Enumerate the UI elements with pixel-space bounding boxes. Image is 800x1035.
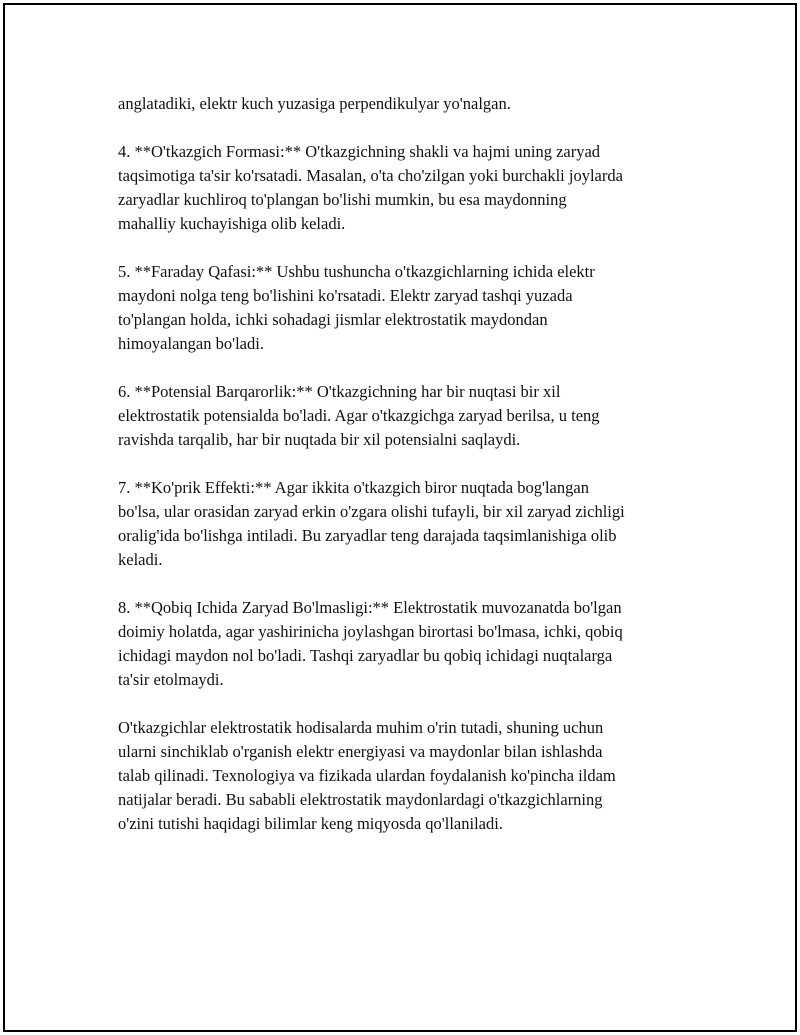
paragraph-conclusion: O'tkazgichlar elektrostatik hodisalarda muhim o'rin tutadi, shuning uchun ularni sinchiklab o'rganish elektr energiyasi va maydonlar bilan ishlashda talab qilinadi. Texnologiya va fizikada ulardan foydalanish ko'pincha ildam natijalar beradi. Bu sababli elektrostatik maydonlardagi o'tkazgichlarning o'zini tutishi haqidagi bilimlar keng miqyosda qo'llaniladi. <box>118 718 616 833</box>
paragraph-item-5: 5. **Faraday Qafasi:** Ushbu tushuncha o'tkazgichlarning ichida elektr maydoni nolga teng bo'lishini ko'rsatadi. Elektr zaryad tashqi yuzada to'plangan holda, ichki sohadagi jismlar elektrostatik maydondan himoyalangan bo'ladi. <box>118 262 595 353</box>
paragraph-item-7: 7. **Ko'prik Effekti:** Agar ikkita o'tkazgich biror nuqtada bog'langan bo'lsa, ular orasidan zaryad erkin o'zgara olishi tufayli, bir xil zaryad zichligi oralig'ida bo'lishga intiladi. Bu zaryadlar teng darajada taqsimlanishiga olib keladi. <box>118 478 625 569</box>
paragraph-item-8: 8. **Qobiq Ichida Zaryad Bo'lmasligi:** Elektrostatik muvozanatda bo'lgan doimiy holatda, agar yashirinicha joylashgan birortasi bo'lmasa, ichki, qobiq ichidagi maydon nol bo'ladi. Tashqi zaryadlar bu qobiq ichidagi nuqtalarga ta'sir etolmaydi. <box>118 598 623 689</box>
paragraph-item-6: 6. **Potensial Barqarorlik:** O'tkazgichning har bir nuqtasi bir xil elektrostatik potensialda bo'ladi. Agar o'tkazgichga zaryad berilsa, u teng ravishda tarqalib, har bir nuqtada bir xil potensialni saqlaydi. <box>118 382 600 449</box>
paragraph-item-4: 4. **O'tkazgich Formasi:** O'tkazgichning shakli va hajmi uning zaryad taqsimotiga ta'sir ko'rsatadi. Masalan, o'ta cho'zilgan yoki burchakli joylarda zaryadlar kuchliroq to'plangan bo'lishi mumkin, bu esa maydonning mahalliy kuchayishiga olib keladi. <box>118 142 623 233</box>
document-body <box>118 92 698 860</box>
paragraph-continuation: anglatadiki, elektr kuch yuzasiga perpendikulyar yo'nalgan. <box>118 94 511 113</box>
